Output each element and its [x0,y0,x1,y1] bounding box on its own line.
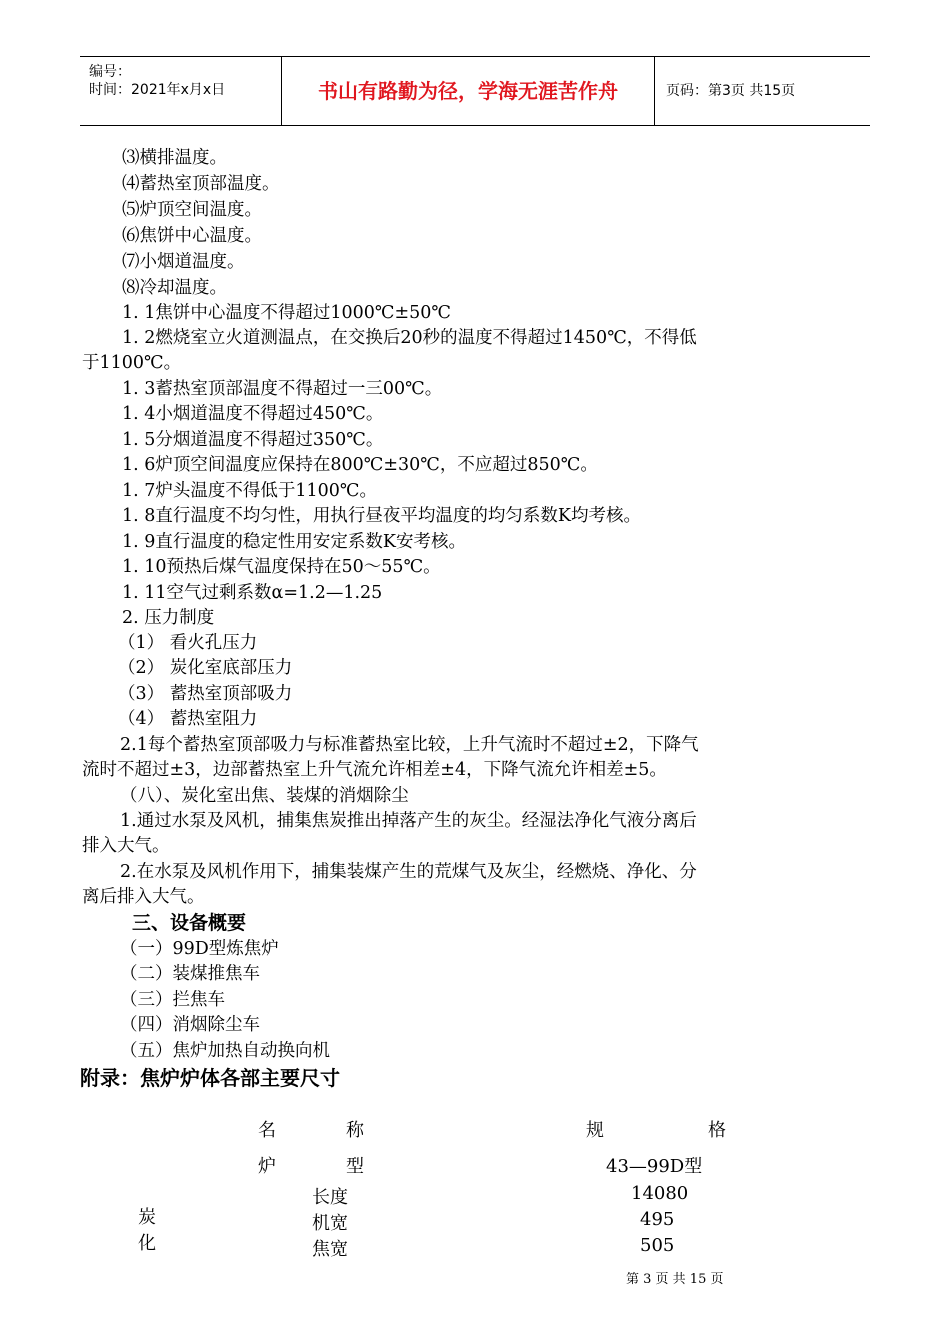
text-line: 1. 10预热后煤气温度保持在50～55℃。 [122,557,441,577]
equipment-item: （三）拦焦车 [120,990,225,1010]
row-label-type-1: 炉 [258,1156,276,1177]
text-line: （3） 蓄热室顶部吸力 [118,684,293,704]
text-line: （2） 炭化室底部压力 [118,658,293,678]
text-line: ⑻冷却温度。 [122,278,227,298]
text-line: 1. 8直行温度不均匀性，用执行昼夜平均温度的均匀系数K均考核。 [122,506,641,526]
text-line: 1. 7炉头温度不得低于1100℃。 [122,481,378,501]
col-header-name-1: 名 [258,1120,276,1141]
text-line: 排入大气。 [82,836,170,856]
equipment-item: （五）焦炉加热自动换向机 [120,1041,330,1061]
text-line: 1. 9直行温度的稳定性用安定系数K安考核。 [122,532,466,552]
text-line: 1. 11空气过剩系数α=1.2—1.25 [122,583,383,603]
document-time-label: 时间：2021年x月x日 [89,82,226,98]
text-line: （4） 蓄热室阻力 [118,709,258,729]
text-line: ⑸炉顶空间温度。 [122,200,262,220]
page-footer: 第 3 页 共 15 页 [626,1272,724,1287]
text-line: 1.通过水泵及风机，捕集焦炭推出掉落产生的灰尘。经湿法净化气液分离后 [120,811,697,831]
text-line: 流时不超过±3，边部蓄热室上升气流允许相差±4，下降气流允许相差±5。 [82,760,667,780]
text-line: 2. 压力制度 [122,608,215,628]
text-line: 于1100℃。 [82,353,182,373]
text-line: 1. 5分烟道温度不得超过350℃。 [122,430,384,450]
equipment-item: （二）装煤推焦车 [120,964,260,984]
text-line: ⑷蓄热室顶部温度。 [122,174,280,194]
text-line: 1. 1焦饼中心温度不得超过1000℃±50℃ [122,303,452,323]
header-page-info: 页码：第3页 共15页 [666,83,796,99]
text-line: （1） 看火孔压力 [118,633,258,653]
row-name: 长度 [312,1187,348,1208]
text-line: ⑹焦饼中心温度。 [122,226,262,246]
section-heading: 三、设备概要 [132,912,247,934]
col-header-spec-2: 格 [708,1120,726,1141]
text-line: 1. 3蓄热室顶部温度不得超过一三00℃。 [122,379,443,399]
text-line: 1. 4小烟道温度不得超过450℃。 [122,404,384,424]
text-line: 1. 2燃烧室立火道测温点，在交换后20秒的温度不得超过1450℃，不得低 [122,328,697,348]
group-label-1: 炭 [138,1207,156,1228]
text-line: 2.在水泵及风机作用下，捕集装煤产生的荒煤气及灰尘，经燃烧、净化、分 [120,862,697,882]
page-header [80,56,870,126]
header-meta [80,57,282,125]
row-name: 焦宽 [312,1239,348,1260]
text-line: 1. 6炉顶空间温度应保持在800℃±30℃，不应超过850℃。 [122,455,598,475]
header-motto: 书山有路勤为径，学海无涯苦作舟 [282,57,655,125]
appendix-title: 附录：焦炉炉体各部主要尺寸 [80,1066,340,1090]
col-header-spec-1: 规 [586,1120,604,1141]
row-label-type-2: 型 [346,1156,364,1177]
text-line: 2.1每个蓄热室顶部吸力与标准蓄热室比较，上升气流时不超过±2，下降气 [120,735,699,755]
text-line: ⑺小烟道温度。 [122,252,245,272]
text-line: 离后排入大气。 [82,887,205,907]
text-line: ⑶横排温度。 [122,148,227,168]
group-label-2: 化 [138,1233,156,1254]
row-value: 505 [640,1235,675,1256]
row-value: 495 [640,1209,675,1230]
row-value-type: 43—99D型 [606,1156,703,1177]
equipment-item: （四）消烟除尘车 [120,1015,260,1035]
text-line: （八）、炭化室出焦、装煤的消烟除尘 [120,786,409,806]
col-header-name-2: 称 [346,1120,364,1141]
document-number-label: 编号： [89,64,131,80]
row-value: 14080 [631,1183,689,1204]
row-name: 机宽 [312,1213,348,1234]
equipment-item: （一）99D型炼焦炉 [120,939,279,959]
